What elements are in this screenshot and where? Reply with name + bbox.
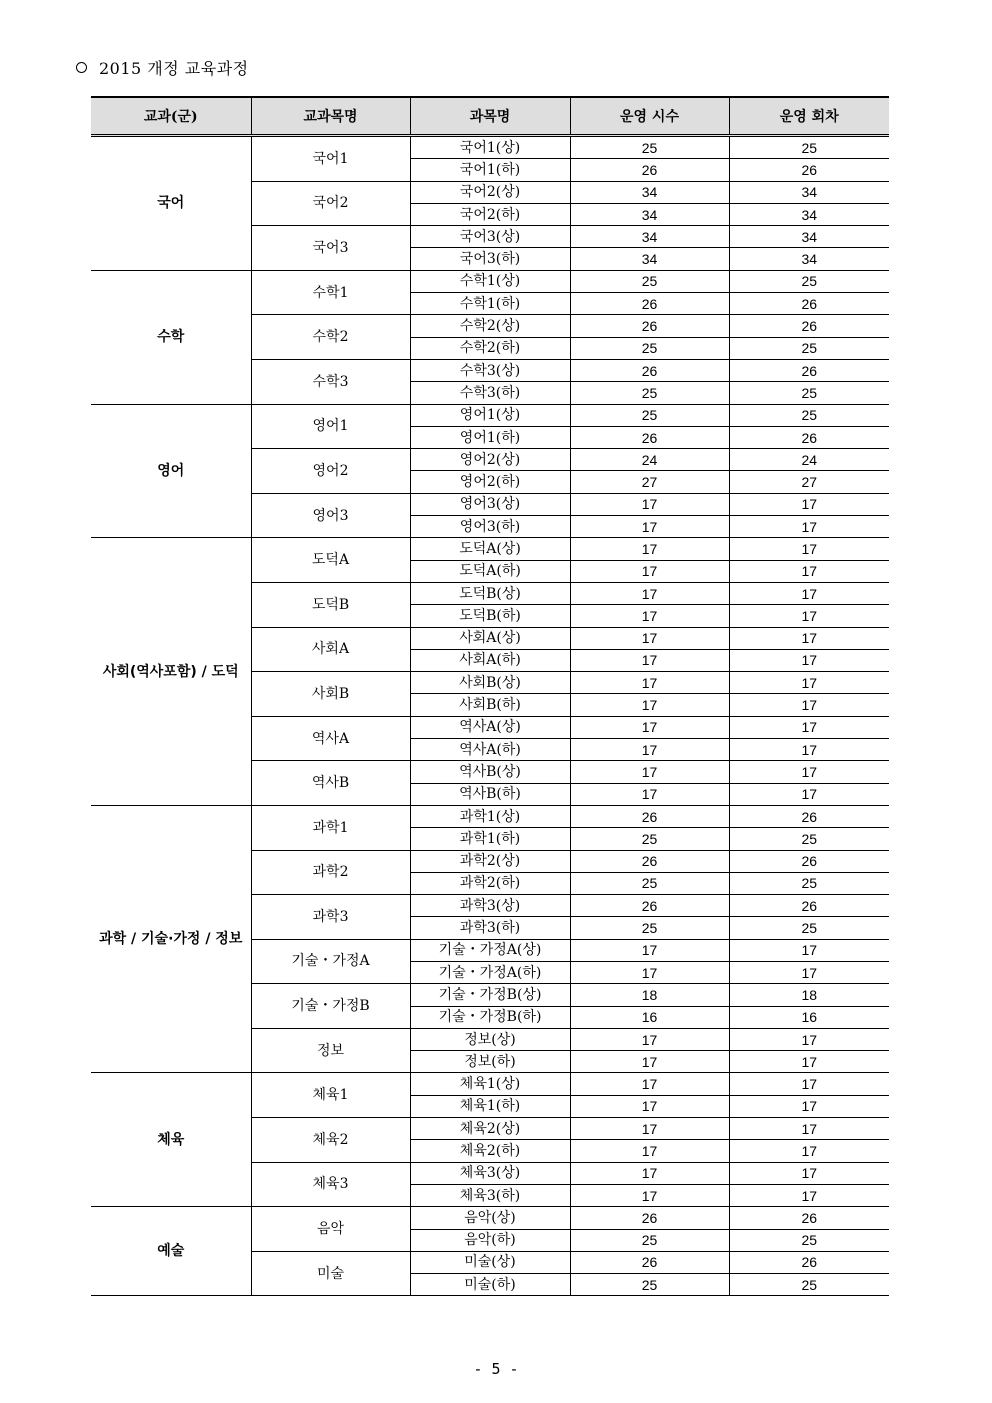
course-name-cell: 사회B(상): [410, 672, 570, 694]
sessions-cell: 17: [729, 739, 889, 761]
sessions-cell: 26: [729, 850, 889, 872]
sessions-cell: 34: [729, 181, 889, 203]
sessions-cell: 17: [729, 493, 889, 515]
page-number: - 5 -: [473, 1360, 519, 1378]
sessions-cell: 17: [729, 716, 889, 738]
course-name-cell: 수학2(하): [410, 337, 570, 359]
hours-cell: 26: [570, 426, 729, 448]
subject-name-cell: 영어3: [251, 493, 410, 538]
hours-cell: 17: [570, 493, 729, 515]
subject-group-cell: 영어: [91, 404, 251, 538]
sessions-cell: 25: [729, 136, 889, 159]
hours-cell: 17: [570, 939, 729, 961]
subject-name-cell: 국어2: [251, 181, 410, 226]
course-name-cell: 과학1(상): [410, 805, 570, 827]
table-row: [91, 136, 889, 159]
hours-cell: 26: [570, 359, 729, 381]
course-name-cell: 도덕A(상): [410, 538, 570, 560]
course-name-cell: 역사B(상): [410, 761, 570, 783]
table-header: [91, 97, 889, 136]
course-name-cell: 음악(하): [410, 1229, 570, 1251]
subject-group-cell: 수학: [91, 270, 251, 404]
sessions-cell: 17: [729, 1140, 889, 1162]
course-name-cell: 영어2(하): [410, 471, 570, 493]
hours-cell: 26: [570, 1251, 729, 1273]
hours-cell: 24: [570, 449, 729, 471]
sessions-cell: 26: [729, 359, 889, 381]
subject-name-cell: 수학2: [251, 315, 410, 360]
sessions-cell: 24: [729, 449, 889, 471]
table-body: [91, 136, 889, 1296]
hours-cell: 17: [570, 1028, 729, 1050]
course-name-cell: 과학1(하): [410, 828, 570, 850]
course-name-cell: 도덕B(하): [410, 605, 570, 627]
sessions-cell: 17: [729, 961, 889, 983]
sessions-cell: 16: [729, 1006, 889, 1028]
course-name-cell: 도덕B(상): [410, 582, 570, 604]
sessions-cell: 17: [729, 1118, 889, 1140]
subject-group-cell: 국어: [91, 136, 251, 271]
sessions-cell: 34: [729, 203, 889, 225]
hours-cell: 34: [570, 181, 729, 203]
sessions-cell: 17: [729, 1051, 889, 1073]
hours-cell: 25: [570, 917, 729, 939]
subject-name-cell: 도덕B: [251, 582, 410, 627]
header-subject-name: 교과목명: [251, 97, 410, 136]
course-name-cell: 기술・가정B(하): [410, 1006, 570, 1028]
sessions-cell: 17: [729, 605, 889, 627]
course-name-cell: 수학1(하): [410, 293, 570, 315]
course-name-cell: 사회A(상): [410, 627, 570, 649]
sessions-cell: 26: [729, 293, 889, 315]
hours-cell: 17: [570, 1184, 729, 1206]
subject-name-cell: 과학1: [251, 805, 410, 850]
subject-name-cell: 수학3: [251, 359, 410, 404]
hours-cell: 26: [570, 850, 729, 872]
hours-cell: 26: [570, 315, 729, 337]
sessions-cell: 25: [729, 404, 889, 426]
hours-cell: 25: [570, 1274, 729, 1296]
course-name-cell: 과학3(상): [410, 895, 570, 917]
course-name-cell: 과학2(하): [410, 872, 570, 894]
hours-cell: 17: [570, 1140, 729, 1162]
subject-group-cell: 과학 / 기술·가정 / 정보: [91, 805, 251, 1073]
hours-cell: 17: [570, 560, 729, 582]
circle-bullet-icon: [76, 62, 87, 73]
section-heading-text: 2015 개정 교육과정: [99, 59, 249, 78]
hours-cell: 26: [570, 805, 729, 827]
sessions-cell: 17: [729, 627, 889, 649]
hours-cell: 34: [570, 203, 729, 225]
subject-name-cell: 수학1: [251, 270, 410, 315]
hours-cell: 27: [570, 471, 729, 493]
subject-name-cell: 음악: [251, 1207, 410, 1252]
hours-cell: 25: [570, 136, 729, 159]
hours-cell: 17: [570, 649, 729, 671]
course-name-cell: 과학2(상): [410, 850, 570, 872]
hours-cell: 17: [570, 582, 729, 604]
sessions-cell: 27: [729, 471, 889, 493]
course-name-cell: 영어1(하): [410, 426, 570, 448]
course-name-cell: 사회A(하): [410, 649, 570, 671]
hours-cell: 25: [570, 872, 729, 894]
subject-group-cell: 체육: [91, 1073, 251, 1207]
subject-group-cell: 예술: [91, 1207, 251, 1296]
course-name-cell: 역사A(하): [410, 739, 570, 761]
hours-cell: 17: [570, 516, 729, 538]
sessions-cell: 25: [729, 917, 889, 939]
subject-name-cell: 도덕A: [251, 538, 410, 583]
subject-name-cell: 사회B: [251, 672, 410, 717]
subject-group-cell: 사회(역사포함) / 도덕: [91, 538, 251, 806]
course-name-cell: 수학2(상): [410, 315, 570, 337]
subject-name-cell: 영어1: [251, 404, 410, 449]
subject-name-cell: 기술・가정B: [251, 984, 410, 1029]
course-name-cell: 국어2(상): [410, 181, 570, 203]
subject-name-cell: 역사A: [251, 716, 410, 761]
course-name-cell: 과학3(하): [410, 917, 570, 939]
hours-cell: 25: [570, 1229, 729, 1251]
course-name-cell: 역사B(하): [410, 783, 570, 805]
table-row: [91, 404, 889, 426]
header-row: [91, 97, 889, 136]
course-name-cell: 수학1(상): [410, 270, 570, 292]
subject-name-cell: 미술: [251, 1251, 410, 1296]
hours-cell: 17: [570, 761, 729, 783]
hours-cell: 25: [570, 828, 729, 850]
hours-cell: 17: [570, 1051, 729, 1073]
sessions-cell: 34: [729, 248, 889, 270]
sessions-cell: 17: [729, 1028, 889, 1050]
subject-name-cell: 역사B: [251, 761, 410, 806]
hours-cell: 26: [570, 159, 729, 181]
subject-name-cell: 기술・가정A: [251, 939, 410, 984]
curriculum-table: [91, 96, 889, 1296]
header-subject-group: 교과(군): [91, 97, 251, 136]
hours-cell: 17: [570, 739, 729, 761]
table-row: [91, 805, 889, 827]
sessions-cell: 17: [729, 538, 889, 560]
sessions-cell: 17: [729, 1095, 889, 1117]
sessions-cell: 26: [729, 895, 889, 917]
sessions-cell: 26: [729, 805, 889, 827]
course-name-cell: 체육1(상): [410, 1073, 570, 1095]
subject-name-cell: 정보: [251, 1028, 410, 1073]
sessions-cell: 25: [729, 828, 889, 850]
course-name-cell: 영어2(상): [410, 449, 570, 471]
sessions-cell: 25: [729, 872, 889, 894]
section-heading: [76, 56, 249, 79]
hours-cell: 17: [570, 627, 729, 649]
sessions-cell: 26: [729, 1207, 889, 1229]
sessions-cell: 17: [729, 582, 889, 604]
sessions-cell: 18: [729, 984, 889, 1006]
hours-cell: 25: [570, 270, 729, 292]
course-name-cell: 정보(상): [410, 1028, 570, 1050]
subject-name-cell: 체육3: [251, 1162, 410, 1207]
sessions-cell: 26: [729, 426, 889, 448]
subject-name-cell: 국어3: [251, 226, 410, 271]
sessions-cell: 26: [729, 315, 889, 337]
course-name-cell: 정보(하): [410, 1051, 570, 1073]
sessions-cell: 26: [729, 1251, 889, 1273]
sessions-cell: 25: [729, 1274, 889, 1296]
hours-cell: 25: [570, 337, 729, 359]
sessions-cell: 17: [729, 1162, 889, 1184]
subject-name-cell: 사회A: [251, 627, 410, 672]
hours-cell: 16: [570, 1006, 729, 1028]
sessions-cell: 25: [729, 337, 889, 359]
hours-cell: 17: [570, 694, 729, 716]
hours-cell: 17: [570, 1073, 729, 1095]
hours-cell: 17: [570, 783, 729, 805]
course-name-cell: 미술(상): [410, 1251, 570, 1273]
hours-cell: 18: [570, 984, 729, 1006]
subject-name-cell: 과학3: [251, 895, 410, 940]
header-hours: 운영 시수: [570, 97, 729, 136]
course-name-cell: 체육2(하): [410, 1140, 570, 1162]
sessions-cell: 26: [729, 159, 889, 181]
course-name-cell: 체육3(상): [410, 1162, 570, 1184]
sessions-cell: 25: [729, 382, 889, 404]
sessions-cell: 17: [729, 516, 889, 538]
course-name-cell: 역사A(상): [410, 716, 570, 738]
sessions-cell: 17: [729, 761, 889, 783]
sessions-cell: 17: [729, 560, 889, 582]
course-name-cell: 영어3(하): [410, 516, 570, 538]
sessions-cell: 34: [729, 226, 889, 248]
course-name-cell: 기술・가정A(하): [410, 961, 570, 983]
hours-cell: 17: [570, 961, 729, 983]
course-name-cell: 체육3(하): [410, 1184, 570, 1206]
course-name-cell: 미술(하): [410, 1274, 570, 1296]
hours-cell: 17: [570, 538, 729, 560]
subject-name-cell: 영어2: [251, 449, 410, 494]
subject-name-cell: 국어1: [251, 136, 410, 182]
sessions-cell: 17: [729, 672, 889, 694]
hours-cell: 26: [570, 895, 729, 917]
hours-cell: 26: [570, 1207, 729, 1229]
hours-cell: 17: [570, 1118, 729, 1140]
course-name-cell: 사회B(하): [410, 694, 570, 716]
course-name-cell: 국어2(하): [410, 203, 570, 225]
course-name-cell: 기술・가정B(상): [410, 984, 570, 1006]
table-row: [91, 1073, 889, 1095]
course-name-cell: 체육2(상): [410, 1118, 570, 1140]
sessions-cell: 25: [729, 270, 889, 292]
course-name-cell: 기술・가정A(상): [410, 939, 570, 961]
header-sessions: 운영 회차: [729, 97, 889, 136]
course-name-cell: 국어3(상): [410, 226, 570, 248]
hours-cell: 17: [570, 716, 729, 738]
hours-cell: 26: [570, 293, 729, 315]
sessions-cell: 17: [729, 1073, 889, 1095]
subject-name-cell: 과학2: [251, 850, 410, 895]
course-name-cell: 영어3(상): [410, 493, 570, 515]
course-name-cell: 국어3(하): [410, 248, 570, 270]
sessions-cell: 25: [729, 1229, 889, 1251]
course-name-cell: 수학3(상): [410, 359, 570, 381]
course-name-cell: 국어1(하): [410, 159, 570, 181]
course-name-cell: 음악(상): [410, 1207, 570, 1229]
hours-cell: 17: [570, 672, 729, 694]
hours-cell: 17: [570, 1095, 729, 1117]
course-name-cell: 수학3(하): [410, 382, 570, 404]
table-row: [91, 1207, 889, 1229]
sessions-cell: 17: [729, 649, 889, 671]
sessions-cell: 17: [729, 939, 889, 961]
hours-cell: 17: [570, 605, 729, 627]
sessions-cell: 17: [729, 694, 889, 716]
table-row: [91, 538, 889, 560]
hours-cell: 25: [570, 404, 729, 426]
course-name-cell: 영어1(상): [410, 404, 570, 426]
table-row: [91, 270, 889, 292]
sessions-cell: 17: [729, 1184, 889, 1206]
hours-cell: 34: [570, 226, 729, 248]
hours-cell: 25: [570, 382, 729, 404]
course-name-cell: 국어1(상): [410, 136, 570, 159]
header-course-name: 과목명: [410, 97, 570, 136]
sessions-cell: 17: [729, 783, 889, 805]
hours-cell: 34: [570, 248, 729, 270]
subject-name-cell: 체육2: [251, 1118, 410, 1163]
subject-name-cell: 체육1: [251, 1073, 410, 1118]
hours-cell: 17: [570, 1162, 729, 1184]
course-name-cell: 도덕A(하): [410, 560, 570, 582]
course-name-cell: 체육1(하): [410, 1095, 570, 1117]
